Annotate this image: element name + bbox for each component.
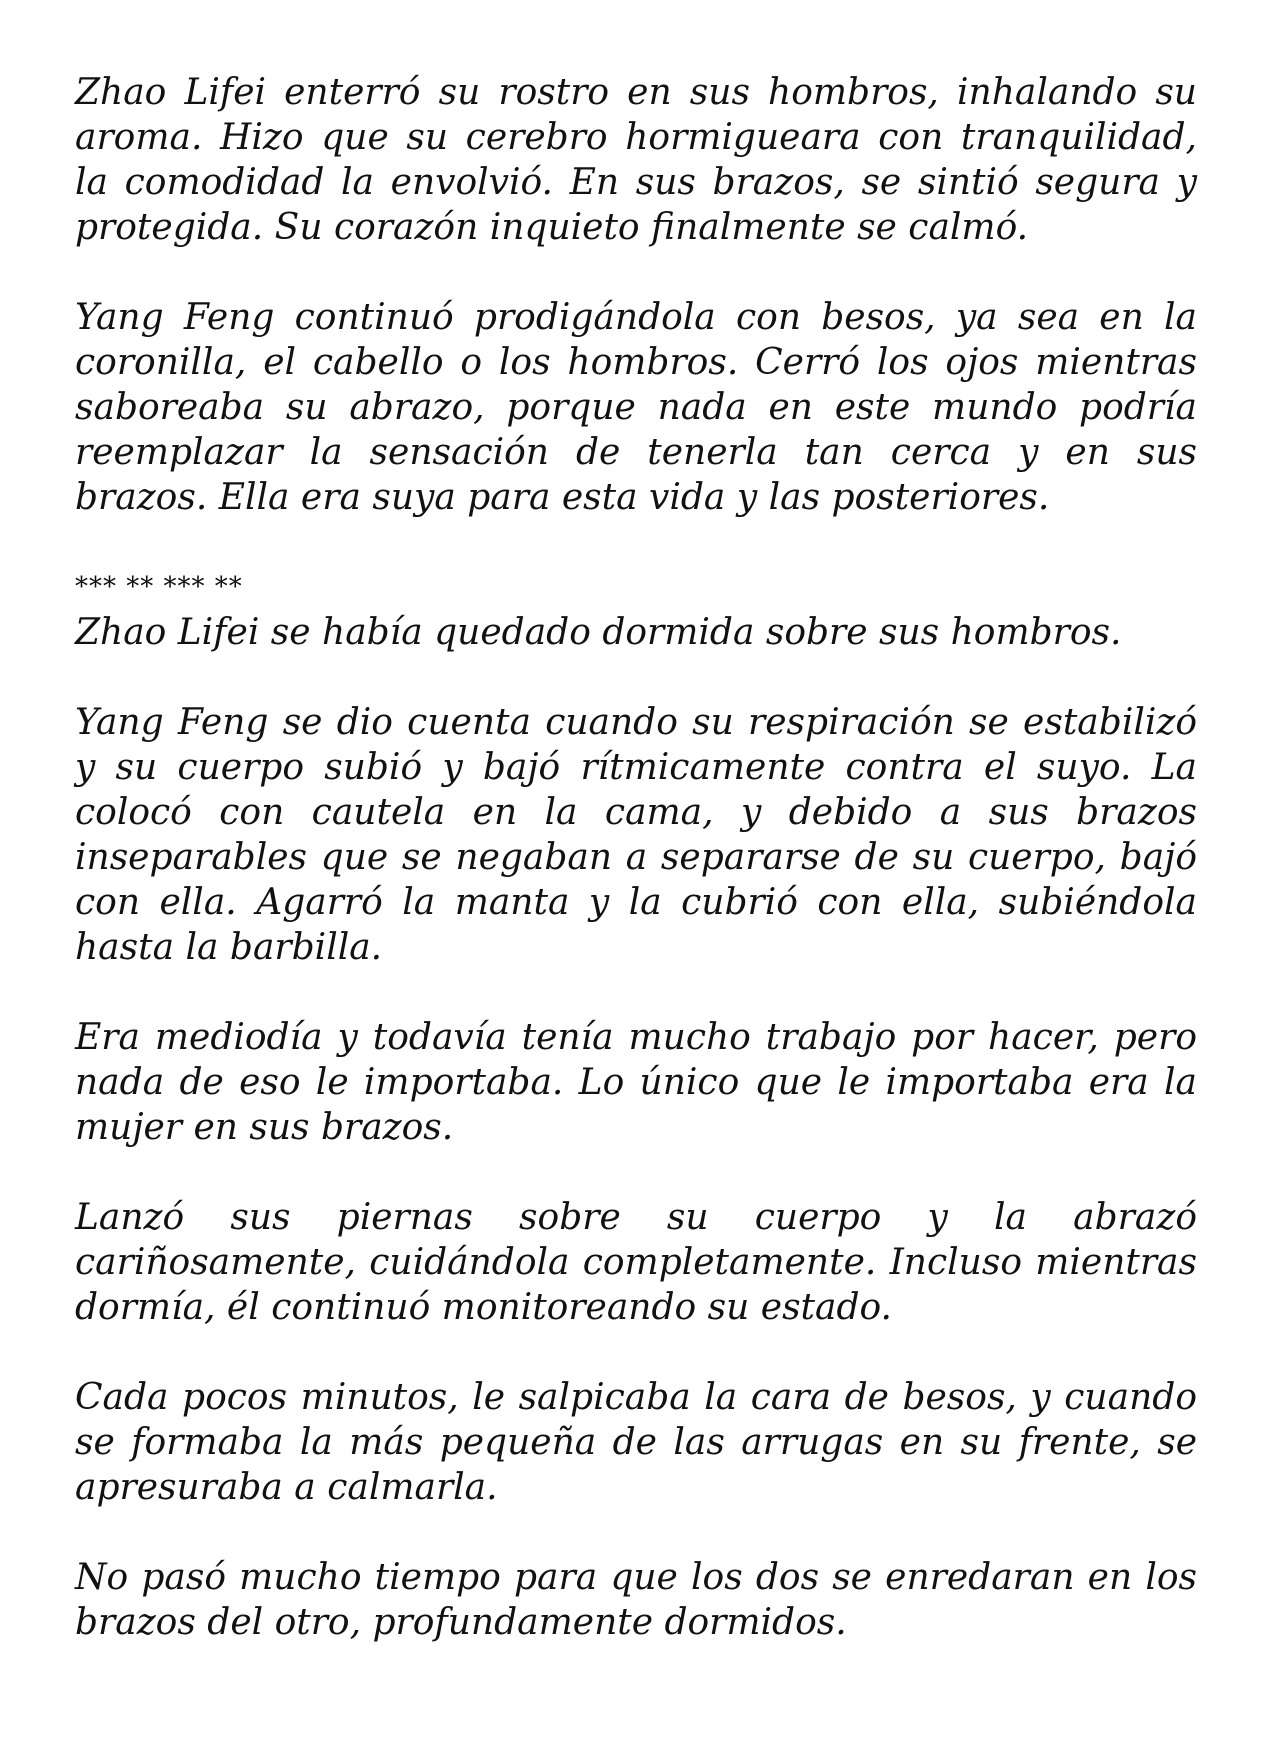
paragraph-3: Zhao Lifei se había quedado dormida sobre sus hombros. (75, 612, 1122, 653)
document-page (75, 70, 1197, 1690)
paragraph-1: Zhao Lifei enterró su rostro en sus hombros, inhalando su aroma. Hizo que su cerebro hormigueara con tranquilidad, la comodidad la envolvió. En sus brazos, se sintió segura y protegida. Su corazón inquieto finalmente se calmó. (75, 72, 1197, 248)
paragraph-5: Era mediodía y todavía tenía mucho trabajo por hacer, pero nada de eso le importaba. Lo único que le importaba era la mujer en sus brazos. (75, 1017, 1197, 1148)
paragraph-6: Lanzó sus piernas sobre su cuerpo y la abrazó cariñosamente, cuidándola completamente. Incluso mientras dormía, él continuó monitoreando su estado. (75, 1197, 1197, 1328)
scene-break: *** ** *** ** (75, 572, 243, 602)
paragraph-8: No pasó mucho tiempo para que los dos se enredaran en los brazos del otro, profundamente dormidos. (75, 1557, 1197, 1643)
paragraph-7: Cada pocos minutos, le salpicaba la cara de besos, y cuando se formaba la más pequeña de las arrugas en su frente, se apresuraba a calmarla. (75, 1377, 1197, 1508)
paragraph-2: Yang Feng continuó prodigándola con besos, ya sea en la coronilla, el cabello o los hombros. Cerró los ojos mientras saboreaba su abrazo, porque nada en este mundo podría reemplazar la sensación de tenerla tan cerca y en sus brazos. Ella era suya para esta vida y las posteriores. (75, 297, 1197, 518)
paragraph-4: Yang Feng se dio cuenta cuando su respiración se estabilizó y su cuerpo subió y bajó rítmicamente contra el suyo. La colocó con cautela en la cama, y debido a sus brazos inseparables que se negaban a separarse de su cuerpo, bajó con ella. Agarró la manta y la cubrió con ella, subiéndola hasta la barbilla. (75, 702, 1197, 968)
